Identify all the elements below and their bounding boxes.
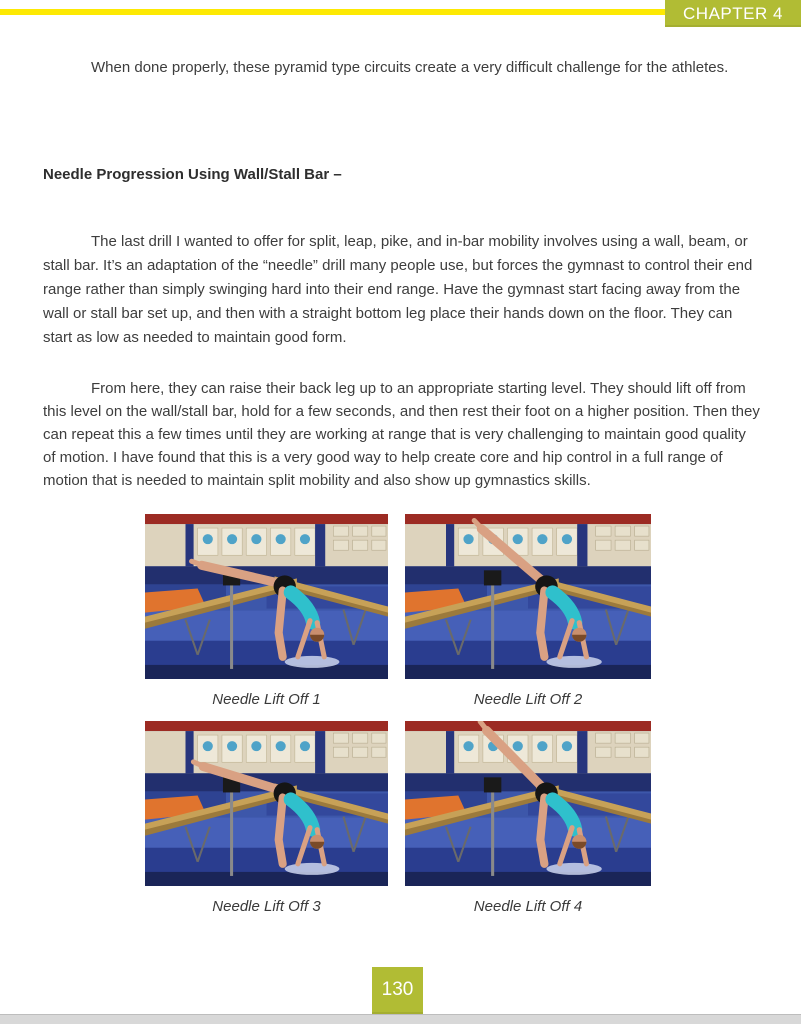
- needle-photo-4: [405, 721, 651, 886]
- needle-photo-3: [145, 721, 388, 886]
- figure-caption: Needle Lift Off 3: [212, 898, 321, 915]
- figure-caption: Needle Lift Off 1: [212, 691, 321, 708]
- top-accent-bar: [0, 9, 666, 15]
- chapter-header: [665, 0, 801, 27]
- needle-photo-1: [145, 514, 388, 679]
- chapter-label: CHAPTER 4: [683, 4, 783, 23]
- figure-needle-lift-off-1: [145, 514, 388, 709]
- figure-needle-lift-off-3: [145, 721, 388, 916]
- paragraph-progression: From here, they can raise their back leg up to an appropriate starting level. They should lift off from this level on the wall/stall bar, hold for a few seconds, and then rest their foot on a higher position. Then they can repeat this a few times until they are working at range that is very challenging to maintain good quality of motion. I have found that this is a very good way to help create core and hip control in a full range of motion that is needed to maintain split mobility and also show up gymnastics skills.: [43, 380, 760, 489]
- section-heading: Needle Progression Using Wall/Stall Bar –: [43, 166, 342, 183]
- page-number: 130: [372, 967, 423, 1014]
- figure-needle-lift-off-2: [405, 514, 651, 709]
- figure-caption: Needle Lift Off 4: [473, 898, 583, 915]
- paragraph-drill-description: The last drill I wanted to offer for split, leap, pike, and in-bar mobility involves using a wall, beam, or stall bar. It’s an adaptation of the “needle” drill many people use, but forces the gymnast to control their end range rather than simply swinging hard into their end range. Have the gymnast start facing away from the wall or stall bar set up, and then with a straight bottom leg place their hands down on the floor. They can start as low as needed to maintain good form.: [43, 233, 753, 346]
- figure-grid: [145, 514, 652, 916]
- bottom-scroll-area: [0, 1014, 801, 1024]
- figure-caption: Needle Lift Off 2: [473, 691, 583, 708]
- paragraph-intro: When done properly, these pyramid type circuits create a very difficult challenge for the athletes.: [91, 59, 729, 76]
- needle-photo-2: [405, 514, 651, 679]
- figure-needle-lift-off-4: [405, 721, 651, 916]
